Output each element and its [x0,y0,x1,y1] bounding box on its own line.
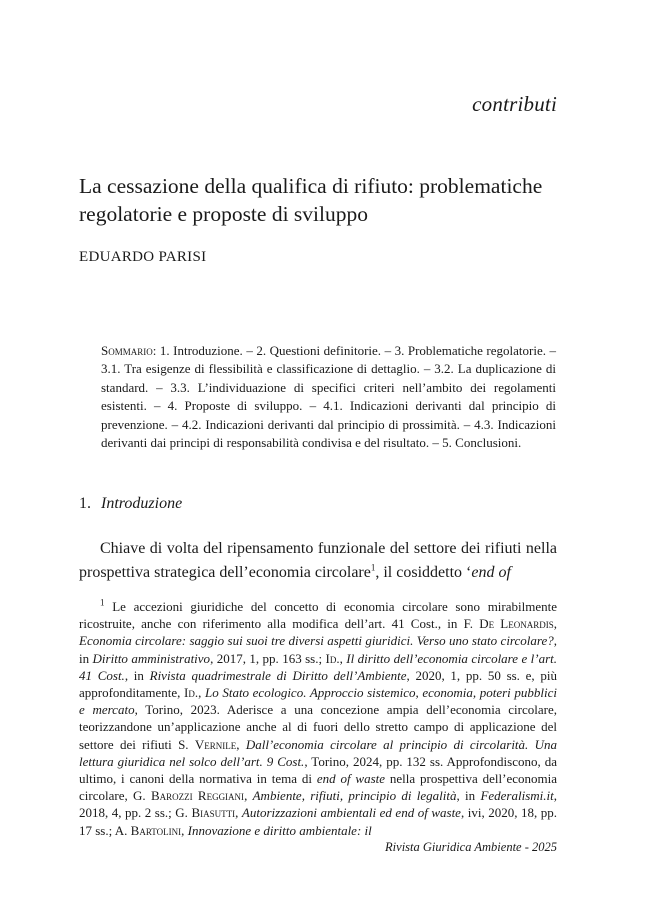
summary-block [101,342,556,452]
footnote-text: , [181,822,188,838]
footnote-author: Id. [184,685,199,701]
article-title: La cessazione della qualifica di rifiuto: problematiche regolatorie e proposte di sviluppo [79,174,543,226]
footnote-number: 1 [100,597,105,608]
footnote-text: , in [124,667,150,683]
footnote-text: , 2018, 4, pp. 2 ss.; G. [79,788,557,821]
section-label: contributi [472,92,557,116]
section-number: 1. [79,495,91,512]
footnote-text: , Torino, 2023. Aderisce a una concezione ampia dell’economia circolare, teorizzandone un’applicazione anche al di fuori dello stretto campo di applicazione del settore dei rifiuti S. [79,702,557,752]
footnote-journal: Diritto amministrativo [92,650,211,666]
footnote [79,598,557,839]
summary-text: 1. Introduzione. – 2. Questioni definitorie. – 3. Problematiche regolatorie. – 3.1. Tra esigenze di flessibilità e classificazione di dettaglio. – 3.2. La duplicazione di standard. – 3.3. L’individuazione di specifici criteri nell’ambito dei regolamenti esistenti. – 4. Proposte di sviluppo. – 4.1. Indicazioni derivanti dal principio di prevenzione. – 4.2. Indicazioni derivanti dal principio di prossimità. – 4.3. Indicazioni derivanti dai principi di responsabilità condivisa e del risultato. – 5. Conclusioni. [101,343,556,451]
page-footer: Rivista Giuridica Ambiente - 2025 [385,840,557,854]
summary-label: Sommario: [101,343,157,358]
footnote-work-title: Ambiente, rifiuti, principio di legalità [252,788,457,804]
footnote-author: Bartolini [130,822,182,838]
footnote-work-title: Innovazione e diritto ambientale: il [187,822,372,838]
footnote-text: , ivi, 2020, 18, pp. 17 ss.; A. [79,805,557,838]
footnote-work-title: Autorizzazioni ambientali ed end of waste [241,805,461,821]
section-heading [79,495,182,513]
footnote-author: Vernile [194,736,237,752]
footnote-text: , [236,736,246,752]
section-title: Introduzione [101,495,183,512]
footnote-text: , in [456,788,481,804]
footnote-text: , 2017, 1, pp. 163 ss.; [210,650,326,666]
footnote-journal: Rivista quadrimestrale di Diritto dell’Ambiente [149,667,407,683]
body-text-middle: , il cosiddetto ‘ [375,563,472,581]
footnote-author: Id. [325,650,340,666]
footnote-work-title: Lo Stato ecologico. Approccio sistemico, economia, poteri pubblici e mercato [79,685,557,718]
footnote-text: , [198,685,205,701]
footnote-work-title: Economia circolare: saggio sui suoi tre diversi aspetti giuridici. Verso uno stato circolare? [79,633,554,649]
body-text-start: Chiave di volta del ripensamento funzionale del settore dei rifiuti nella prospettiva strategica dell’economia circolare [79,540,557,581]
footnote-work-title: Il diritto dell’economia circolare e l’art. 41 Cost. [79,650,557,683]
footnote-text: , in [79,633,557,666]
footnote-text: , [553,616,558,632]
footnote-author: Barozzi Reggiani [150,788,245,804]
footnote-reference: 1 [370,562,376,573]
footnote-author: De Leonardis [479,616,554,632]
footnote-work-title: Dall’economia circolare al principio di circolarità. Una lettura giuridica nel solco dell’art. 9 Cost. [79,736,557,769]
footnote-text: , [244,788,253,804]
article-author: EDUARDO PARISI [79,249,207,265]
footnote-text: nella prospettiva dell’economia circolare, G. [79,771,557,804]
footnote-text: Le accezioni giuridiche del concetto di economia circolare sono mirabilmente ricostruite, anche con riferimento alla modifica dell’art. 41 Cost., in F. [79,599,557,632]
footnote-text: , Torino, 2024, pp. 132 ss. Approfondiscono, da ultimo, i canoni della normativa in tema di [79,753,557,787]
footnote-journal: Federalismi.it [480,788,554,804]
body-text-italic: end of [471,563,511,581]
footnote-term: end of waste [316,771,386,787]
body-paragraph [79,537,557,584]
footnote-text: , [235,805,242,821]
footnote-text: , 2020, 1, pp. 50 ss. e, più approfonditamente, [79,667,557,701]
footnote-author: Biasutti [191,805,236,821]
footnote-text: , [339,650,347,666]
